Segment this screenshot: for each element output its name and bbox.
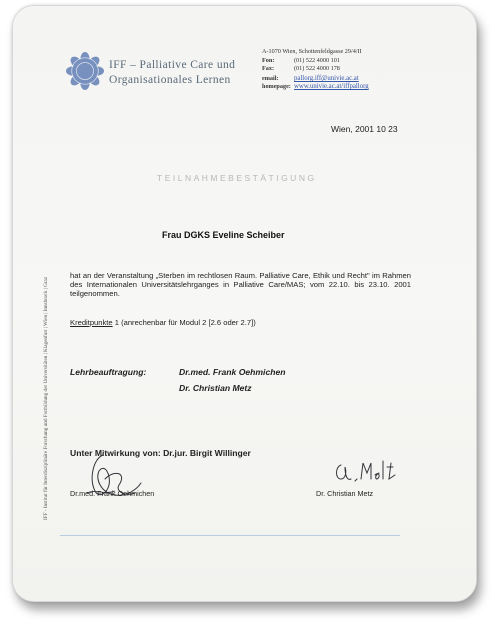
- org-fax: Fax: (01) 522 4000 178: [262, 65, 340, 72]
- lehrbeauftragung-name: Dr.med. Frank Oehmichen: [179, 367, 286, 377]
- certificate-heading: TEILNAHMEBESTÄTIGUNG: [157, 173, 317, 183]
- certificate-body: hat an der Veranstaltung „Sterben im rechtlosen Raum. Palliative Care, Ethik und Recht" im Rahmen des Internationalen Universitätslehrganges in Palliative Care/MAS; vom 22.10. bis 23.10. 2001 teilgenommen.: [70, 271, 411, 299]
- org-name-line2: Organisationales Lernen: [109, 74, 231, 86]
- signature-right-icon: [331, 457, 401, 487]
- org-fon: Fon: (01) 522 4000 101: [262, 57, 340, 64]
- org-email: email: pallorg.iff@univie.ac.at: [262, 75, 359, 82]
- credits-value: 1 (anrechenbar für Modul 2 [2.6 oder 2.7]): [112, 318, 256, 327]
- side-institution-text: IFF - Institut für Interdisziplinäre Forschung und Fortbildung der Universitäten | Klagenfurt | Wien | Innsbruck | Graz: [43, 276, 49, 520]
- credits-label: Kreditpunkte: [70, 318, 113, 327]
- org-address: A-1070 Wien, Schottenfeldgasse 29/4/II: [262, 48, 362, 55]
- email-link[interactable]: pallorg.iff@univie.ac.at: [294, 75, 359, 82]
- lehrbeauftragung-label: Lehrbeauftragung:: [70, 367, 147, 377]
- mitwirkung-line: Unter Mitwirkung von: Dr.jur. Birgit Willinger: [70, 448, 251, 458]
- signature-left-name: Dr.med. Frank Oehmichen: [70, 489, 155, 498]
- footer-divider: [60, 535, 400, 536]
- org-homepage: homepage: www.univie.ac.at/iffpallorg: [262, 83, 369, 90]
- recipient-name: Frau DGKS Eveline Scheiber: [162, 230, 285, 240]
- homepage-link[interactable]: www.univie.ac.at/iffpallorg: [294, 83, 369, 90]
- iff-logo-icon: [66, 52, 104, 90]
- signature-right-name: Dr. Christian Metz: [316, 489, 374, 498]
- certificate-document: [13, 6, 476, 601]
- credits-line: [70, 318, 256, 327]
- lehrbeauftragung-name: Dr. Christian Metz: [179, 383, 252, 393]
- org-name-line1: IFF – Palliative Care und: [109, 59, 236, 71]
- certificate-card: [12, 5, 477, 602]
- document-date: Wien, 2001 10 23: [331, 124, 398, 134]
